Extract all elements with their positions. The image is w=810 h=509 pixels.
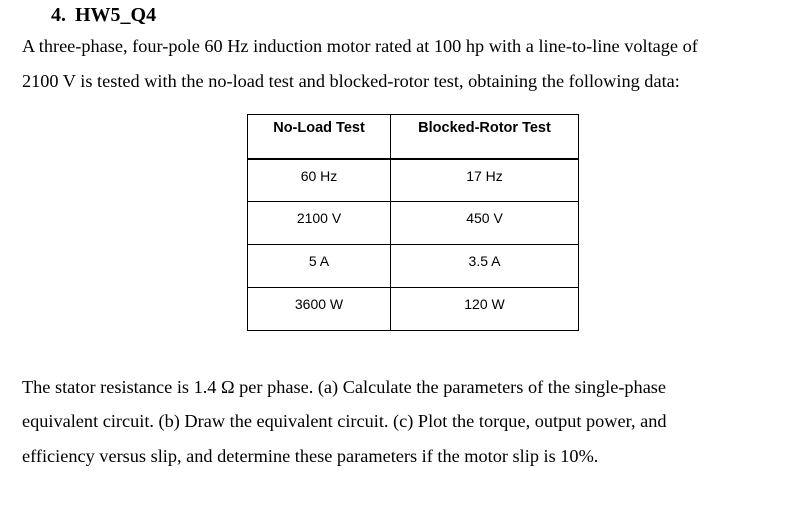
no-load-power: 3600 W [248, 288, 391, 331]
blocked-rotor-voltage: 450 V [391, 202, 579, 245]
problem-number: 4. [51, 4, 66, 26]
table-row-frequency [248, 159, 579, 202]
blocked-rotor-power: 120 W [391, 288, 579, 331]
blocked-rotor-frequency: 17 Hz [391, 159, 579, 202]
problem-title: HW5_Q4 [75, 4, 157, 26]
header-blocked-rotor-test: Blocked-Rotor Test [391, 115, 579, 159]
no-load-voltage: 2100 V [248, 202, 391, 245]
header-no-load-test: No-Load Test [248, 115, 391, 159]
table-row-power [248, 288, 579, 331]
no-load-frequency: 60 Hz [248, 159, 391, 202]
problem-heading [51, 4, 156, 27]
blocked-rotor-current: 3.5 A [391, 245, 579, 288]
table-row-voltage [248, 202, 579, 245]
intro-line-1: A three-phase, four-pole 60 Hz induction motor rated at 100 hp with a line-to-line voltage of [22, 36, 698, 56]
closing-line-3: efficiency versus slip, and determine these parameters if the motor slip is 10%. [22, 446, 599, 466]
test-data-table [247, 114, 579, 331]
table-header-row [248, 115, 579, 159]
table-row-current [248, 245, 579, 288]
closing-line-2: equivalent circuit. (b) Draw the equivalent circuit. (c) Plot the torque, output power, and [22, 411, 667, 431]
no-load-current: 5 A [248, 245, 391, 288]
intro-line-2: 2100 V is tested with the no-load test and blocked-rotor test, obtaining the following data: [22, 71, 680, 91]
closing-line-1: The stator resistance is 1.4 Ω per phase. (a) Calculate the parameters of the single-phase [22, 377, 667, 397]
